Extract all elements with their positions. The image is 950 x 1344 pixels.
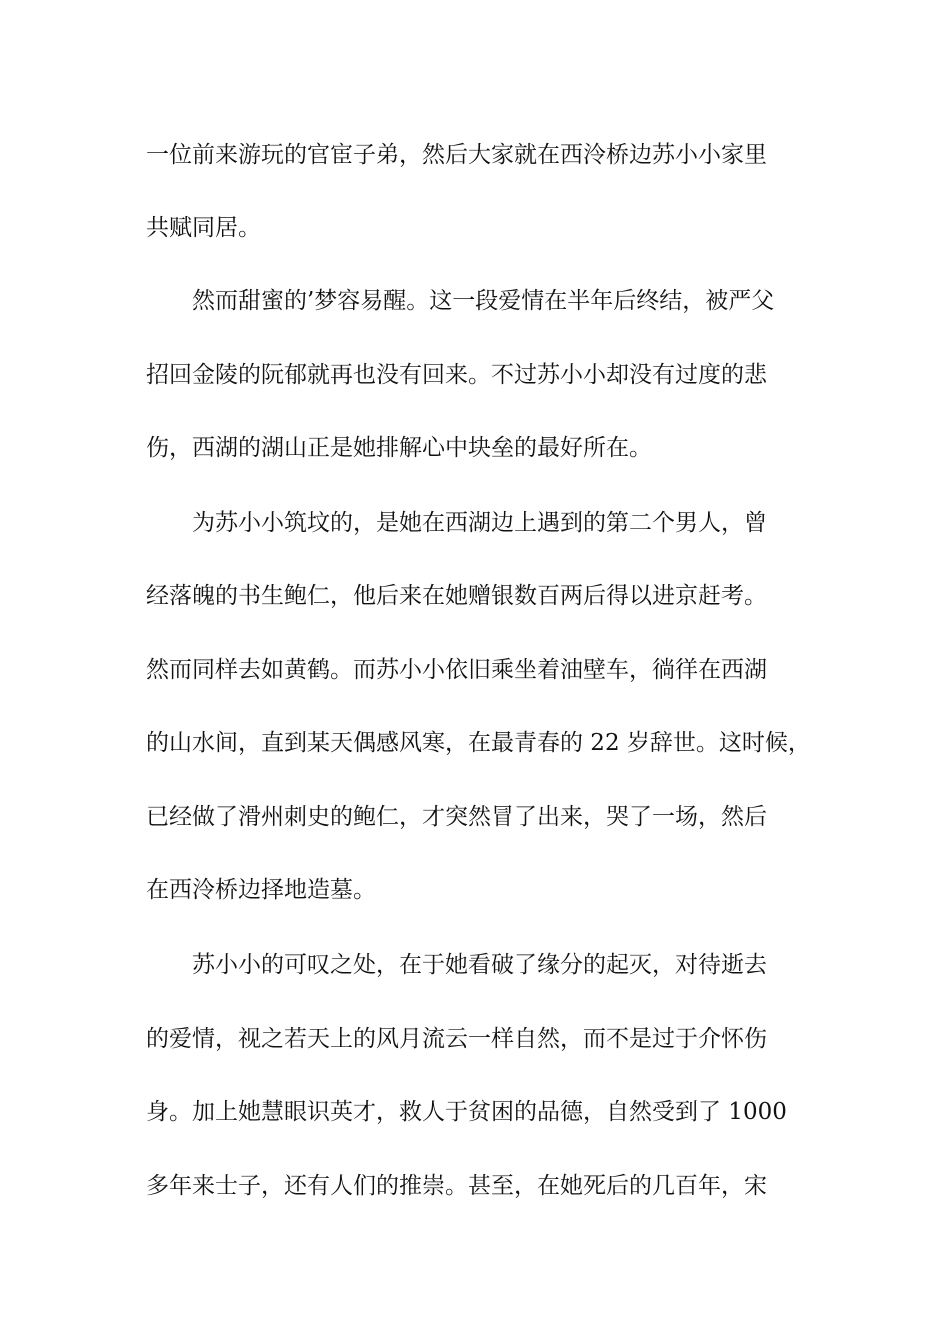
text-line: 伤，西湖的湖山正是她排解心中块垒的最好所在。 [146,435,652,461]
text-line: 一位前来游玩的官宦子弟，然后大家就在西泠桥边苏小小家里 [146,142,767,168]
text-line: 已经做了滑州刺史的鲍仁，才突然冒了出来，哭了一场，然后 [146,804,767,830]
text-line: 身。加上她慧眼识英才，救人于贫困的品德，自然受到了 1000 [146,1099,787,1125]
text-line: 的山水间，直到某天偶感风寒，在最青春的 22 岁辞世。这时候， [146,730,811,756]
text-line: 多年来士子，还有人们的推崇。甚至，在她死后的几百年，宋 [146,1173,767,1199]
text-line: 共赋同居。 [146,215,261,241]
paragraph-start-line: 然而甜蜜的’梦容易醒。这一段爱情在半年后终结，被严父 [192,288,775,314]
paragraph-start-line: 苏小小的可叹之处，在于她看破了缘分的起灭，对待逝去 [192,952,767,978]
text-line: 招回金陵的阮郁就再也没有回来。不过苏小小却没有过度的悲 [146,362,767,388]
text-line: 经落魄的书生鲍仁，他后来在她赠银数百两后得以进京赶考。 [146,583,767,609]
paragraph-start-line: 为苏小小筑坟的，是她在西湖边上遇到的第二个男人，曾 [192,510,767,536]
text-line: 在西泠桥边择地造墓。 [146,877,376,903]
text-line: 然而同样去如黄鹤。而苏小小依旧乘坐着油壁车，徜徉在西湖 [146,657,767,683]
text-line: 的爱情，视之若天上的风月流云一样自然，而不是过于介怀伤 [146,1026,767,1052]
